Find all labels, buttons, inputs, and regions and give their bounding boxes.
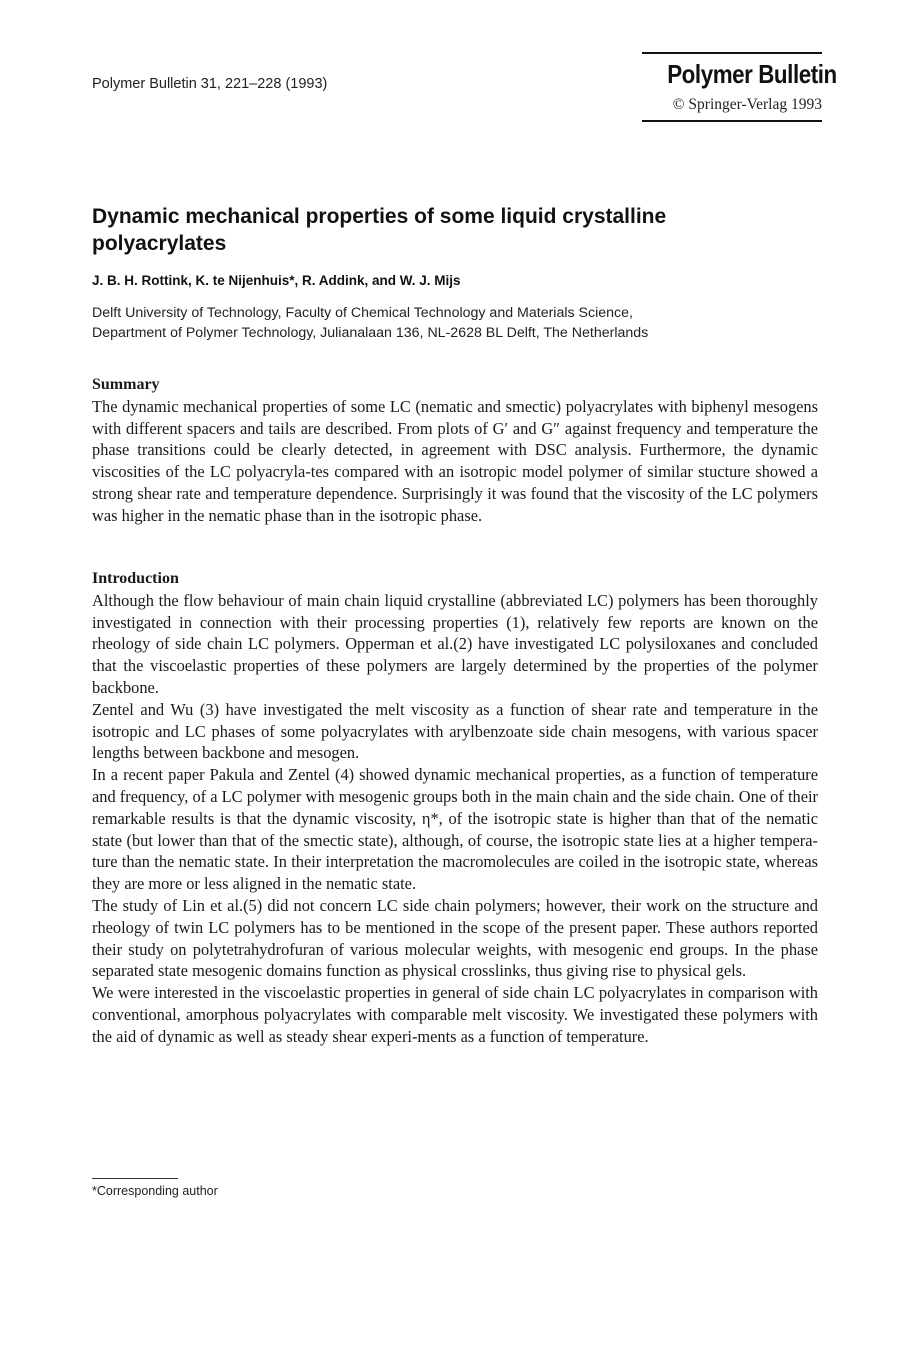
summary-heading: Summary: [92, 376, 160, 393]
intro-paragraph-1: Although the flow behaviour of main chain liquid crystalline (abbreviated LC) polymers has been thoroughly investigated in connection with their processing properties (1), relatively few reports are known on the rheology of side chain LC polymers. Opperman et al.(2) have investigated LC polysiloxanes and concluded that the viscoelastic properties of these polymers are largely determined by the properties of the polymer backbone.: [92, 590, 818, 697]
affiliation: [92, 303, 832, 343]
footnote-corresponding-author: *Corresponding author: [92, 1184, 218, 1198]
summary-section: [92, 374, 818, 527]
intro-paragraph-4: The study of Lin et al.(5) did not concern LC side chain polymers; however, their work on the structure and rheology of twin LC polymers has to be mentioned in the scope of the present paper. These authors reported their study on polytetrahydrofuran of various molecular weights, with mesogenic end groups. In the phase separated state mesogenic domains function as physical crosslinks, thus giving rise to physical gels.: [92, 895, 818, 981]
masthead-rule-top: [642, 52, 822, 54]
journal-masthead: [642, 52, 837, 122]
summary-text: The dynamic mechanical properties of some LC (nematic and smectic) polyacrylates with biphenyl mesogens with different spacers and tails are described. From plots of G′ and G″ against frequency and temperature the phase transitions could be clearly detected, in agreement with DSC analysis. Furthermore, the dynamic viscosities of the LC polyacryla-tes compared with an isotropic model polymer of similar stucture showed a strong shear rate and temperature dependence. Surprisingly it was found that the viscosity of the LC polymers was higher in the nematic phase than in the isotropic phase.: [92, 396, 818, 525]
citation-line: Polymer Bulletin 31, 221–228 (1993): [92, 76, 328, 92]
journal-name: Polymer Bulletin: [667, 59, 837, 89]
author-list: J. B. H. Rottink, K. te Nijenhuis*, R. Addink, and W. J. Mijs: [92, 273, 461, 288]
affiliation-line-1: Delft University of Technology, Faculty of Chemical Technology and Materials Science,: [92, 305, 633, 321]
article-title: Dynamic mechanical properties of some liquid crystalline polyacrylates: [92, 205, 667, 255]
copyright-notice: © Springer-Verlag 1993: [672, 96, 822, 113]
footnote-divider: [92, 1178, 178, 1179]
affiliation-line-2: Department of Polymer Technology, Julianalaan 136, NL-2628 BL Delft, The Netherlands: [92, 325, 649, 341]
intro-paragraph-5: We were interested in the viscoelastic properties in general of side chain LC polyacrylates in comparison with conventional, amorphous polyacrylates with comparable melt viscosity. We investigated these polymers with the aid of dynamic as well as steady shear experi-ments as a function of temperature.: [92, 983, 818, 1046]
intro-paragraph-2: Zentel and Wu (3) have investigated the melt viscosity as a function of shear rate and temperature in the isotropic and LC phases of some polyacrylates with arylbenzoate side chain mesogens, with various spacer lengths between backbone and mesogen.: [92, 699, 818, 763]
introduction-heading: Introduction: [92, 570, 179, 587]
introduction-section: [92, 568, 818, 1048]
masthead-rule-bottom: [642, 120, 822, 122]
intro-paragraph-3: In a recent paper Pakula and Zentel (4) showed dynamic mechanical properties, as a function of temperature and frequency, of a LC polymer with mesogenic groups both in the main chain and the side chain. One of their remarkable results is that the dynamic viscosity, η*, of the isotropic state is higher than that of the nematic state (but lower than that of the smectic state), although, of course, the isotropic state lies at a higher tempera-ture than the nematic state. In their interpretation the macromolecules are coiled in the isotropic state, whereas they are more or less aligned in the nematic state.: [92, 765, 818, 894]
